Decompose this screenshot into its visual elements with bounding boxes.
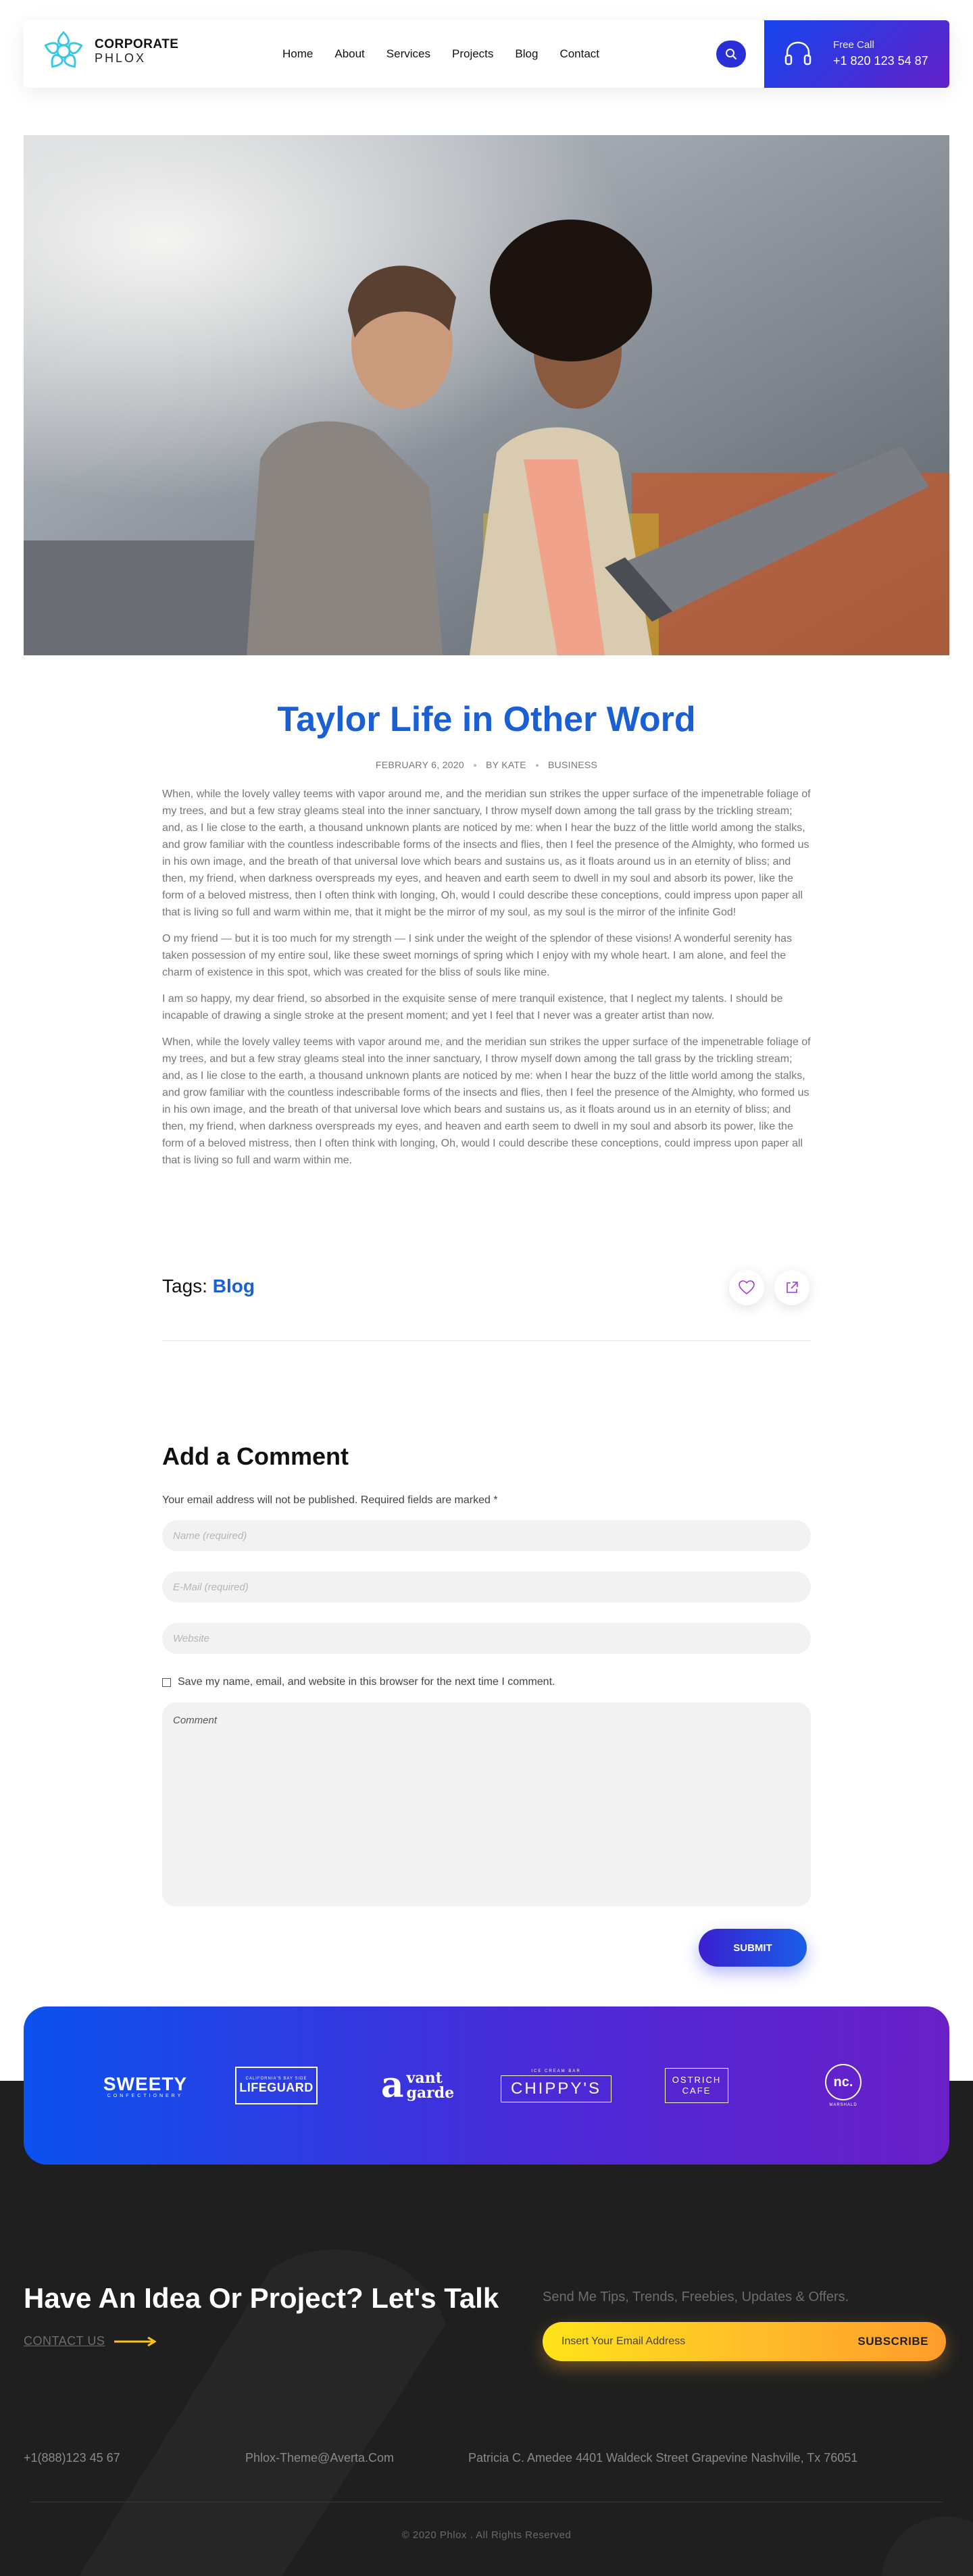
- post-meta: [0, 759, 973, 770]
- copyright: © 2020 Phlox . All Rights Reserved: [401, 2529, 572, 2541]
- office-photo: [24, 135, 949, 655]
- post-content: [162, 786, 811, 1178]
- site-header: [24, 20, 949, 88]
- comment-title: Add a Comment: [162, 1442, 349, 1470]
- logo[interactable]: [41, 28, 178, 74]
- save-info-row[interactable]: [162, 1676, 555, 1688]
- brand-inc-sub: MARSHALD: [829, 2103, 857, 2107]
- paragraph: When, while the lovely valley teems with vapor around me, and the meridian sun strikes the upper surface of the impenetrable foliage of my trees, and but a few stray gleams steal into the inner sanctuary, I throw myself down among the tall grass by the trickling stream; and, as I lie close to the earth, a thousand unknown plants are noticed by me: when I hear the buzz of the little world among the stalks, and grow familiar with the countless indescribable forms of the insects and flies, then I feel the presence of the Almighty, who formed us in his own image, and the breath of that universal love which bears and sustains us, as it floats around us in an eternity of bliss; and then, my friend, when darkness overspreads my eyes, and heaven and earth seem to dwell in my soul and absorb its power, like the form of a beloved mistress, then I often think with longing, Oh, would I could describe these conceptions, could impress upon paper all that is living so full and warm within me, that it might be the mirror of my soul, as my soul is the mirror of the infinite God!: [162, 788, 811, 918]
- search-icon: [725, 48, 737, 60]
- nav-projects[interactable]: Projects: [451, 47, 494, 60]
- paragraph: When, while the lovely valley teems with vapor around me, and the meridian sun strikes the upper surface of the impenetrable foliage of my trees, and but a few stray gleams steal into the inner sanctuary, I throw myself down among the tall grass by the trickling stream; and, as I lie close to the earth, a thousand unknown plants are noticed by me: when I hear the buzz of the little world among the stalks, and grow familiar with the countless indescribable forms of the insects and flies, then I feel the presence of the Almighty, who formed us in his own image, and the breath of that universal love which bears and sustains us, as it floats around us in an eternity of bliss; and then, my friend, when darkness overspreads my eyes, and heaven and earth seem to dwell in my soul and absorb its power, like the form of a beloved mistress, then I often think with longing, Oh, would I could describe these conceptions, could impress upon paper all that is living so full and warm within me.: [162, 1036, 811, 1166]
- logo-line1: CORPORATE: [95, 36, 179, 51]
- footer-phone[interactable]: +1(888)123 45 67: [24, 2451, 120, 2465]
- arrow-right-icon: [114, 2337, 156, 2346]
- brand-ostrich-word2: CAFE: [682, 2086, 712, 2096]
- brand-sweety-name: SWEETY: [103, 2073, 188, 2094]
- like-button[interactable]: [729, 1270, 764, 1305]
- brand-chippys-sub: ICE CREAM BAR: [531, 2069, 581, 2073]
- nav-blog[interactable]: Blog: [515, 47, 539, 60]
- contact-us-label: CONTACT US: [24, 2334, 105, 2348]
- comment-note: Your email address will not be published. Required fields are marked *: [162, 1494, 498, 1506]
- contact-us-link[interactable]: [24, 2334, 156, 2348]
- name-field[interactable]: [162, 1520, 811, 1551]
- paragraph: O my friend — but it is too much for my strength — I sink under the weight of the splendor of these visions! A wonderful serenity has taken possession of my entire soul, like these sweet mornings of spring which I enjoy with my whole heart. I am alone, and feel the charm of existence in this spot, which was created for the bliss of souls like mine.: [162, 933, 793, 978]
- subscribe-button[interactable]: SUBSCRIBE: [857, 2322, 928, 2361]
- logo-line2: PHLOX: [95, 51, 147, 65]
- decorative-circle: [878, 2513, 973, 2576]
- brand-vant-mark: a: [380, 2065, 404, 2106]
- brand-vant-word1: vant: [406, 2069, 443, 2087]
- call-number[interactable]: +1 820 123 54 87: [833, 54, 928, 68]
- post-title: Taylor Life in Other Word: [277, 700, 696, 739]
- brand-lifeguard[interactable]: [234, 2006, 318, 2165]
- footer-email[interactable]: Phlox-Theme@Averta.Com: [245, 2451, 395, 2465]
- nav-services[interactable]: Services: [386, 47, 430, 60]
- nav-home[interactable]: Home: [282, 47, 314, 60]
- nav-contact[interactable]: Contact: [559, 47, 600, 60]
- nav-about[interactable]: About: [334, 47, 365, 60]
- call-label: Free Call: [833, 39, 874, 51]
- hero-image: [24, 135, 949, 655]
- heart-icon: [739, 1280, 755, 1295]
- website-field[interactable]: [162, 1623, 811, 1654]
- logo-flower-icon: [41, 28, 86, 74]
- share-button[interactable]: [774, 1270, 809, 1305]
- brand-inc[interactable]: [820, 2006, 867, 2165]
- brand-sweety[interactable]: [98, 2006, 193, 2165]
- paragraph: I am so happy, my dear friend, so absorbed in the exquisite sense of mere tranquil existence, that I neglect my talents. I should be incapable of drawing a single stroke at the present moment; and yet I feel that I never was a greater artist than now.: [162, 993, 783, 1021]
- submit-button[interactable]: SUBMIT: [699, 1929, 807, 1967]
- footer-headline: Have An Idea Or Project? Let's Talk: [24, 2282, 499, 2314]
- footer-address: Patricia C. Amedee 4401 Waldeck Street Grapevine Nashville, Tx 76051: [468, 2451, 858, 2465]
- tags-label: Tags:: [162, 1276, 207, 1296]
- share-icon: [785, 1281, 799, 1294]
- decorative-shape: [68, 2189, 487, 2576]
- brand-ostrich-cafe[interactable]: [664, 2006, 729, 2165]
- brand-lifeguard-name: LIFEGUARD: [239, 2080, 314, 2094]
- divider: [162, 1340, 811, 1341]
- brand-vant-word2: garde: [406, 2084, 455, 2102]
- newsletter-text: Send Me Tips, Trends, Freebies, Updates & Offers.: [543, 2290, 849, 2304]
- post-category[interactable]: BUSINESS: [547, 759, 598, 770]
- newsletter-email-input[interactable]: [562, 2322, 818, 2361]
- save-info-checkbox[interactable]: [162, 1678, 171, 1687]
- brand-lifeguard-sub: CALIFORNIA'S BAY SIDE: [245, 2076, 307, 2081]
- main-nav: [282, 20, 599, 88]
- save-info-label: Save my name, email, and website in this browser for the next time I comment.: [178, 1676, 555, 1688]
- brand-ostrich-word1: OSTRICH: [672, 2075, 722, 2085]
- post-date[interactable]: FEBRUARY 6, 2020: [375, 759, 464, 770]
- newsletter-form: [543, 2322, 946, 2361]
- brand-chippys[interactable]: [500, 2006, 612, 2165]
- brand-sweety-sub: CONFECTIONERY: [107, 2093, 184, 2098]
- free-call-box[interactable]: [764, 20, 949, 88]
- brand-inc-mark: nc.: [825, 2064, 862, 2100]
- email-field[interactable]: [162, 1571, 811, 1602]
- tag-link[interactable]: Blog: [212, 1276, 255, 1296]
- post-tags: [162, 1276, 255, 1297]
- headset-icon: [783, 39, 813, 69]
- comment-textarea[interactable]: [162, 1702, 811, 1906]
- post-author[interactable]: BY KATE: [485, 759, 526, 770]
- brand-chippys-name: CHIPPY'S: [501, 2075, 612, 2102]
- search-button[interactable]: [716, 41, 746, 68]
- brand-logos-band: [24, 2006, 949, 2165]
- brand-vant-garde[interactable]: [372, 2006, 463, 2165]
